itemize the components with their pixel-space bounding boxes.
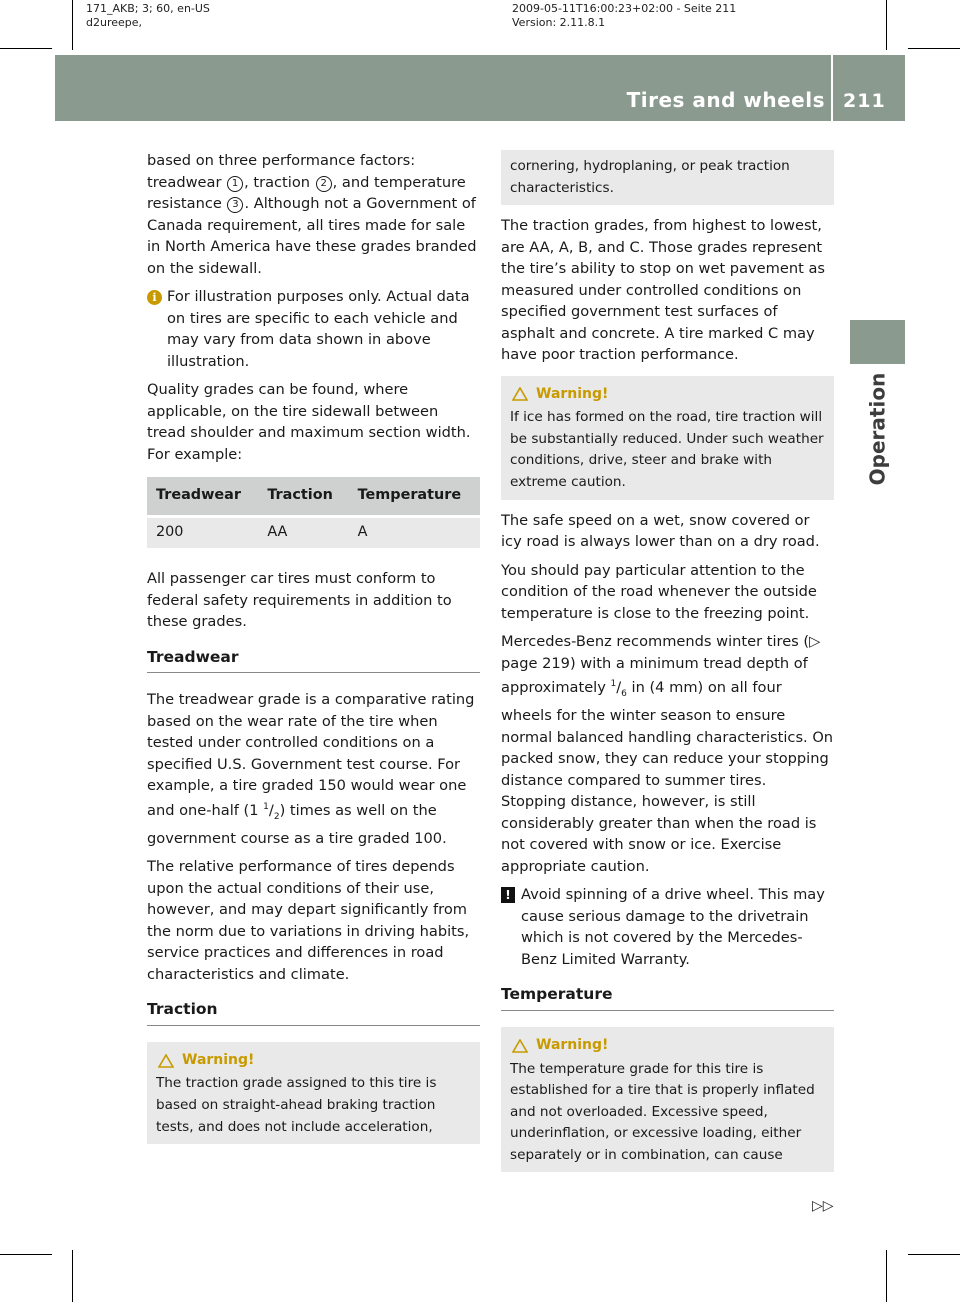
grades-table — [147, 477, 480, 548]
print-meta-left — [86, 2, 210, 30]
info-note — [147, 286, 480, 372]
warning-triangle-icon — [158, 1054, 174, 1068]
page-reference-link[interactable]: ▷ page 219 — [501, 633, 821, 672]
warning-text: The traction grade assigned to this tire is based on straight-ahead braking traction tests, and does not include acceleration, — [156, 1075, 437, 1135]
crop-mark — [908, 48, 960, 49]
warning-triangle-icon — [512, 1039, 528, 1053]
table-header: Treadwear — [147, 477, 258, 515]
text: Mercedes-Benz recommends winter tires ( — [501, 633, 810, 651]
table-cell: A — [349, 518, 480, 548]
warning-box — [501, 1027, 834, 1173]
meta-line: d2ureepe, — [86, 16, 143, 29]
heading-treadwear: Treadwear — [147, 647, 480, 674]
warning-triangle-icon — [512, 387, 528, 401]
table-row — [147, 518, 480, 548]
text: . Although not a Government of Canada requirement, all tires made for sale in North America have these grades branded on the sidewall. — [147, 195, 477, 277]
exclamation-icon: ! — [501, 887, 515, 903]
paragraph: The safe speed on a wet, snow covered or icy road is always lower than on a dry road. — [501, 511, 820, 551]
left-column — [147, 150, 480, 1154]
fraction-numerator: 1 — [610, 679, 617, 690]
meta-line: 171_AKB; 3; 60, en-US — [86, 2, 210, 15]
info-icon: i — [147, 290, 162, 305]
crop-mark — [886, 0, 887, 50]
callout-1: 1 — [227, 176, 243, 192]
crop-mark — [886, 1250, 887, 1302]
table-header-row — [147, 477, 480, 515]
page-number: 211 — [843, 90, 886, 112]
fraction-slash: / — [268, 801, 274, 819]
crop-mark — [0, 1254, 52, 1255]
print-meta-right — [512, 2, 736, 30]
meta-line: 2009-05-11T16:00:23+02:00 - Seite 211 — [512, 2, 737, 15]
fraction-slash: / — [616, 679, 622, 697]
meta-line: Version: 2.11.8.1 — [512, 16, 606, 29]
fraction-numerator: 1 — [263, 801, 269, 812]
text: , traction — [244, 173, 315, 191]
paragraph — [147, 150, 480, 279]
warning-text: If ice has formed on the road, tire traction will be substantially reduced. Under such weather conditions, drive, steer and brake with extreme caution. — [510, 409, 824, 491]
warning-title-text: Warning! — [182, 1051, 255, 1068]
warning-title — [156, 1050, 471, 1072]
warning-box — [147, 1042, 480, 1144]
paragraph: The traction grades, from highest to lowest, are AA, A, B, and C. Those grades represent the tire’s ability to stop on wet pavement as measured under controlled conditions on specified government test surfaces of asphalt and concrete. A tire marked C may have poor traction performance. — [501, 217, 825, 364]
crop-mark — [72, 0, 73, 50]
warning-title-text: Warning! — [536, 385, 609, 402]
warning-text: cornering, hydroplaning, or peak traction characteristics. — [510, 158, 790, 196]
paragraph — [501, 631, 834, 877]
text: ) with a minimum tread depth of approximately — [501, 654, 808, 697]
heading-temperature: Temperature — [501, 984, 834, 1011]
table-header: Traction — [258, 477, 348, 515]
table-cell: AA — [258, 518, 348, 548]
crop-mark — [0, 48, 52, 49]
right-column — [501, 150, 834, 1182]
header-divider — [831, 55, 833, 121]
text: based on three performance factors: treadwear — [147, 152, 416, 191]
continue-arrows-icon: ▷▷ — [812, 1198, 834, 1214]
text: , and temperature resistance — [147, 173, 466, 212]
warning-title — [510, 384, 825, 406]
table-header: Temperature — [349, 477, 480, 515]
paragraph — [147, 689, 480, 849]
side-tab-label: Operation — [865, 372, 890, 486]
side-tab-marker — [850, 320, 905, 364]
table-cell: 200 — [147, 518, 258, 548]
warning-title-text: Warning! — [536, 1036, 609, 1053]
caution-note — [501, 884, 834, 970]
caution-note-text: Avoid spinning of a drive wheel. This may cause serious damage to the drivetrain which is not covered by the Mercedes-Benz Limited Warranty. — [521, 886, 825, 968]
fraction-denominator: 2 — [273, 811, 280, 822]
heading-traction: Traction — [147, 999, 480, 1026]
fraction-denominator: 6 — [621, 688, 627, 699]
text: The treadwear grade is a comparative rating based on the wear rate of the tire when tested under controlled conditions on a specified U.S. Government test course. For example, a tire graded 150 would wear one and one-half (1 — [147, 691, 475, 819]
crop-mark — [72, 1250, 73, 1302]
warning-title — [510, 1035, 825, 1057]
paragraph: You should pay particular attention to the condition of the road whenever the outside temperature is close to the freezing point. — [501, 561, 817, 622]
callout-2: 2 — [316, 176, 332, 192]
paragraph: Quality grades can be found, where applicable, on the tire sidewall between tread shoulder and maximum section width. For example: — [147, 381, 471, 463]
warning-text: The temperature grade for this tire is established for a tire that is properly inflated and not overloaded. Excessive speed, underinflation, or excessive loading, either separately or in combination, can cause — [510, 1060, 815, 1163]
section-title: Tires and wheels — [626, 88, 825, 112]
paragraph: The relative performance of tires depends upon the actual conditions of their use, however, and may depart significantly from the norm due to variations in driving habits, service practices and differences in road characteristics and climate. — [147, 858, 470, 983]
warning-box-continued — [501, 150, 834, 205]
side-tab — [850, 364, 905, 494]
text: ) times as well on the government course as a tire graded 100. — [147, 801, 447, 847]
callout-3: 3 — [227, 197, 243, 213]
info-note-text: For illustration purposes only. Actual data on tires are specific to each vehicle and may vary from data shown in above illustration. — [167, 288, 470, 370]
text: in (4 mm) on all four wheels for the winter season to ensure normal balanced handling characteristics. On packed snow, they can reduce your stopping distance compared to summer tires. Stopping distance, however, is still considerably greater than when the road is not covered with snow or ice. Exercise appropriate caution. — [501, 679, 834, 875]
warning-box — [501, 376, 834, 500]
paragraph: All passenger car tires must conform to federal safety requirements in addition to these grades. — [147, 570, 452, 630]
crop-mark — [908, 1254, 960, 1255]
